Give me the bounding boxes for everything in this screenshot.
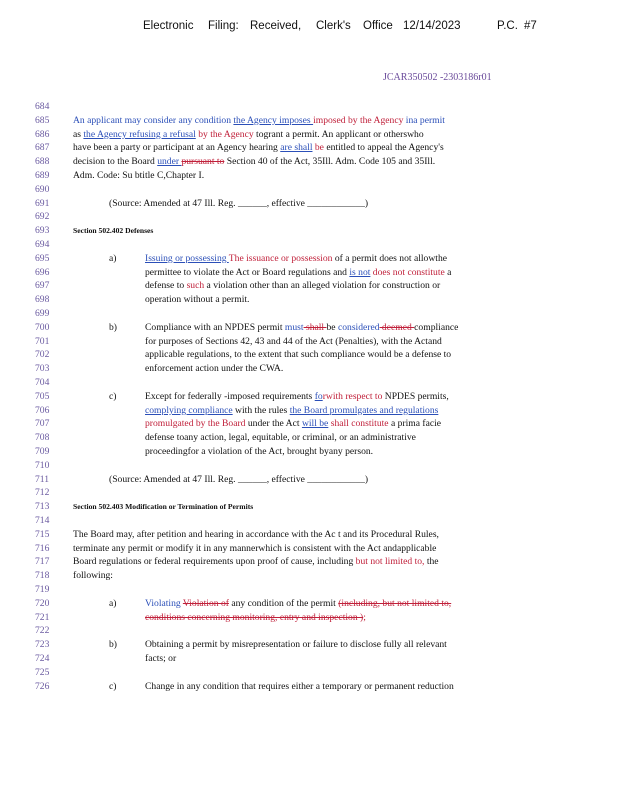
text-segment: b): [109, 321, 117, 333]
header-received: Received,: [250, 20, 302, 32]
text-line: [145, 280, 440, 291]
line-number: 715: [35, 528, 50, 540]
text-segment: shall: [303, 321, 327, 333]
text-segment: The issuance or possession: [228, 252, 333, 264]
text-segment: Change in any condition that requires either a temporary or permanent reduction: [145, 680, 454, 692]
line-number: 689: [35, 170, 50, 181]
line-number: 721: [35, 611, 50, 623]
line-number: 686: [35, 128, 50, 140]
line-number: 697: [35, 280, 50, 292]
line-number: 692: [35, 211, 50, 223]
text-segment: Board regulations or federal requirements upon proof of cause, including: [73, 556, 356, 568]
text-segment: the Board promulgates and regulations: [289, 404, 439, 416]
line-number: 691: [35, 197, 50, 209]
line-number: 703: [35, 363, 50, 375]
text-segment: pursuant to: [181, 156, 225, 168]
text-line: [145, 639, 447, 650]
text-line: [73, 570, 113, 581]
line-number: 718: [35, 570, 50, 582]
text-segment: enforcement action under the CWA.: [145, 363, 284, 375]
text-segment: (Source: Amended at 47 Ill. Reg. ______, effective ____________): [109, 473, 369, 485]
line-number: 704: [35, 377, 50, 388]
text-segment: such: [186, 280, 205, 292]
text-segment: ina permit: [403, 114, 445, 126]
text-segment: Violating: [145, 597, 183, 609]
text-segment: c): [109, 680, 117, 692]
text-line: [73, 129, 424, 140]
line-number: 725: [35, 666, 50, 678]
text-segment: compliance: [414, 321, 459, 333]
text-segment: conditions concerning monitoring, entry and inspection ): [145, 611, 364, 623]
text-segment: permittee to violate the Act or Board regulations and: [145, 266, 350, 278]
text-segment: Compliance with an NPDES permit: [145, 321, 285, 333]
text-line: [73, 225, 153, 236]
line-number: 700: [35, 321, 50, 333]
line-number: 696: [35, 266, 50, 278]
text-line: [109, 474, 368, 485]
text-line: [109, 639, 117, 650]
text-line: [145, 405, 438, 416]
text-segment: An applicant may consider any condition: [73, 114, 234, 126]
text-segment: Section 502.403 Modification or Termination of Permits: [73, 502, 254, 512]
text-segment: with respect to: [325, 390, 383, 402]
text-segment: The Board may, after petition and hearing in accordance with the Ac t and its Procedural Rules,: [73, 528, 439, 540]
text-segment: r: [322, 390, 326, 402]
text-line: [145, 363, 283, 374]
text-segment: terminate any permit or modify it in any mannerwhich is consistent with the Act andapplicable: [73, 542, 437, 554]
line-number: 719: [35, 584, 50, 595]
text-segment: decision to the Board: [73, 156, 158, 168]
text-segment: Section 40 of the Act, 35Ill. Adm. Code 105 and 35Ill.: [224, 156, 436, 168]
line-number: 713: [35, 501, 50, 513]
text-line: [109, 391, 116, 402]
line-number: 695: [35, 252, 50, 264]
text-segment: Violation of: [182, 597, 229, 609]
text-segment: a: [444, 266, 452, 278]
text-segment: shall constitute: [328, 418, 389, 430]
text-segment: applicable regulations, to the extent that such compliance would be a defense to: [145, 349, 452, 361]
text-segment: a): [109, 252, 117, 264]
text-line: [109, 322, 117, 333]
text-segment: Except for federally -imposed requirements: [145, 390, 315, 402]
line-number: 685: [35, 114, 50, 126]
text-line: [145, 432, 416, 443]
text-segment: are shall: [280, 142, 313, 154]
text-segment: imposed by the Agency: [313, 114, 404, 126]
text-segment: any condition of the permit: [228, 597, 339, 609]
line-number: 707: [35, 418, 50, 430]
text-line: [145, 418, 441, 429]
line-number: 720: [35, 597, 50, 609]
text-line: [73, 170, 204, 181]
text-line: [73, 529, 439, 540]
header-filing: Filing:: [208, 20, 239, 32]
text-segment: promulgated by the Board: [145, 418, 246, 430]
line-number: 712: [35, 487, 50, 499]
text-line: [145, 446, 373, 457]
line-number: 726: [35, 680, 50, 692]
text-segment: but not limited to,: [355, 556, 425, 568]
text-segment: Issuing or possessing: [145, 252, 229, 264]
line-number: 716: [35, 542, 50, 554]
text-segment: Section 502.402 Defenses: [73, 226, 154, 236]
text-segment: a prima facie: [388, 418, 442, 430]
text-line: [145, 349, 451, 360]
text-segment: entitled to appeal the Agency's: [323, 142, 444, 154]
line-number: 701: [35, 335, 50, 347]
line-number: 705: [35, 390, 50, 402]
text-segment: proceedingfor a violation of the Act, brought byany person.: [145, 446, 374, 457]
line-number: 708: [35, 432, 50, 444]
line-number: 693: [35, 225, 50, 237]
text-segment: c): [109, 390, 117, 402]
text-segment: will be: [301, 418, 329, 430]
text-line: [109, 598, 116, 609]
text-line: [145, 391, 449, 402]
text-segment: have been a party or participant at an Agency hearing: [73, 142, 281, 154]
line-number: 723: [35, 639, 50, 651]
header-pc-number: #7: [524, 20, 537, 32]
header-office: Office: [363, 20, 393, 32]
line-number: 698: [35, 294, 50, 306]
text-segment: defense to: [145, 280, 187, 292]
text-line: [73, 543, 436, 554]
text-segment: with the rules: [232, 404, 290, 416]
text-segment: NPDES permits,: [382, 390, 449, 402]
line-number: 717: [35, 556, 50, 568]
text-line: [145, 612, 366, 623]
text-line: [73, 142, 444, 153]
line-number: 711: [35, 473, 50, 485]
text-segment: be: [312, 142, 324, 154]
text-segment: fo: [314, 390, 323, 402]
text-line: [145, 681, 454, 692]
text-segment: does not constitute: [370, 266, 445, 278]
text-line: [109, 198, 368, 209]
text-line: [145, 253, 447, 264]
text-segment: Adm. Code: Su btitle C,Chapter I.: [73, 170, 205, 181]
text-line: [109, 253, 116, 264]
line-number: 699: [35, 308, 50, 319]
header-clerks: Clerk's: [316, 20, 351, 32]
text-segment: complying compliance: [145, 404, 233, 416]
text-line: [145, 598, 451, 609]
line-number: 690: [35, 183, 50, 195]
text-segment: operation without a permit.: [145, 294, 250, 306]
line-number: 688: [35, 156, 50, 168]
text-segment: as: [73, 128, 84, 140]
header-electronic: Electronic: [143, 20, 194, 32]
text-segment: deemed: [379, 321, 415, 333]
header-date: 12/14/2023: [403, 20, 461, 32]
text-line: [109, 681, 116, 692]
line-number: 714: [35, 515, 50, 526]
text-line: [73, 501, 253, 512]
text-segment: considered: [337, 321, 380, 333]
text-segment: the: [424, 556, 439, 568]
text-segment: under: [157, 156, 182, 168]
text-segment: togrant a permit. An applicant or otherswho: [253, 128, 424, 140]
line-number: 724: [35, 653, 50, 664]
text-segment: (Source: Amended at 47 Ill. Reg. ______, effective ____________): [109, 197, 369, 209]
line-number: 706: [35, 404, 50, 416]
text-segment: under the Act: [245, 418, 302, 430]
text-line: [145, 653, 176, 664]
text-line: [73, 115, 445, 126]
text-line: [145, 336, 442, 347]
line-number: 702: [35, 349, 50, 361]
text-segment: be: [326, 321, 338, 333]
text-segment: of a permit does not allowthe: [332, 252, 448, 264]
line-number: 684: [35, 101, 50, 112]
line-number: 710: [35, 459, 50, 471]
text-line: [145, 294, 249, 305]
text-line: [73, 156, 435, 167]
line-number: 722: [35, 625, 50, 637]
text-segment: the Agency refusing a refusal: [83, 128, 196, 140]
text-segment: a): [109, 597, 117, 609]
line-number: 694: [35, 239, 50, 250]
text-line: [73, 556, 439, 567]
text-segment: defense toany action, legal, equitable, or criminal, or an administrative: [145, 432, 416, 444]
text-segment: ;: [363, 611, 366, 623]
text-segment: the Agency imposes: [233, 114, 314, 126]
text-line: [145, 267, 451, 278]
text-segment: Obtaining a permit by misrepresentation or failure to disclose fully all relevant: [145, 639, 447, 651]
header-pc: P.C.: [497, 20, 518, 32]
text-line: [145, 322, 458, 333]
text-segment: (including, but not limited to,: [338, 597, 452, 609]
text-segment: b): [109, 639, 117, 651]
text-segment: is not: [349, 266, 371, 278]
line-number: 709: [35, 446, 50, 457]
text-segment: a violation other than an alleged violation for construction or: [204, 280, 441, 292]
text-segment: facts; or: [145, 653, 177, 664]
text-segment: must: [284, 321, 304, 333]
document-id: JCAR350502 -2303186r01: [383, 72, 492, 83]
text-segment: by the Agency: [195, 128, 254, 140]
text-segment: for purposes of Sections 42, 43 and 44 of the Act (Penalties), with the Actand: [145, 335, 442, 347]
text-segment: following:: [73, 570, 113, 582]
line-number: 687: [35, 142, 50, 154]
